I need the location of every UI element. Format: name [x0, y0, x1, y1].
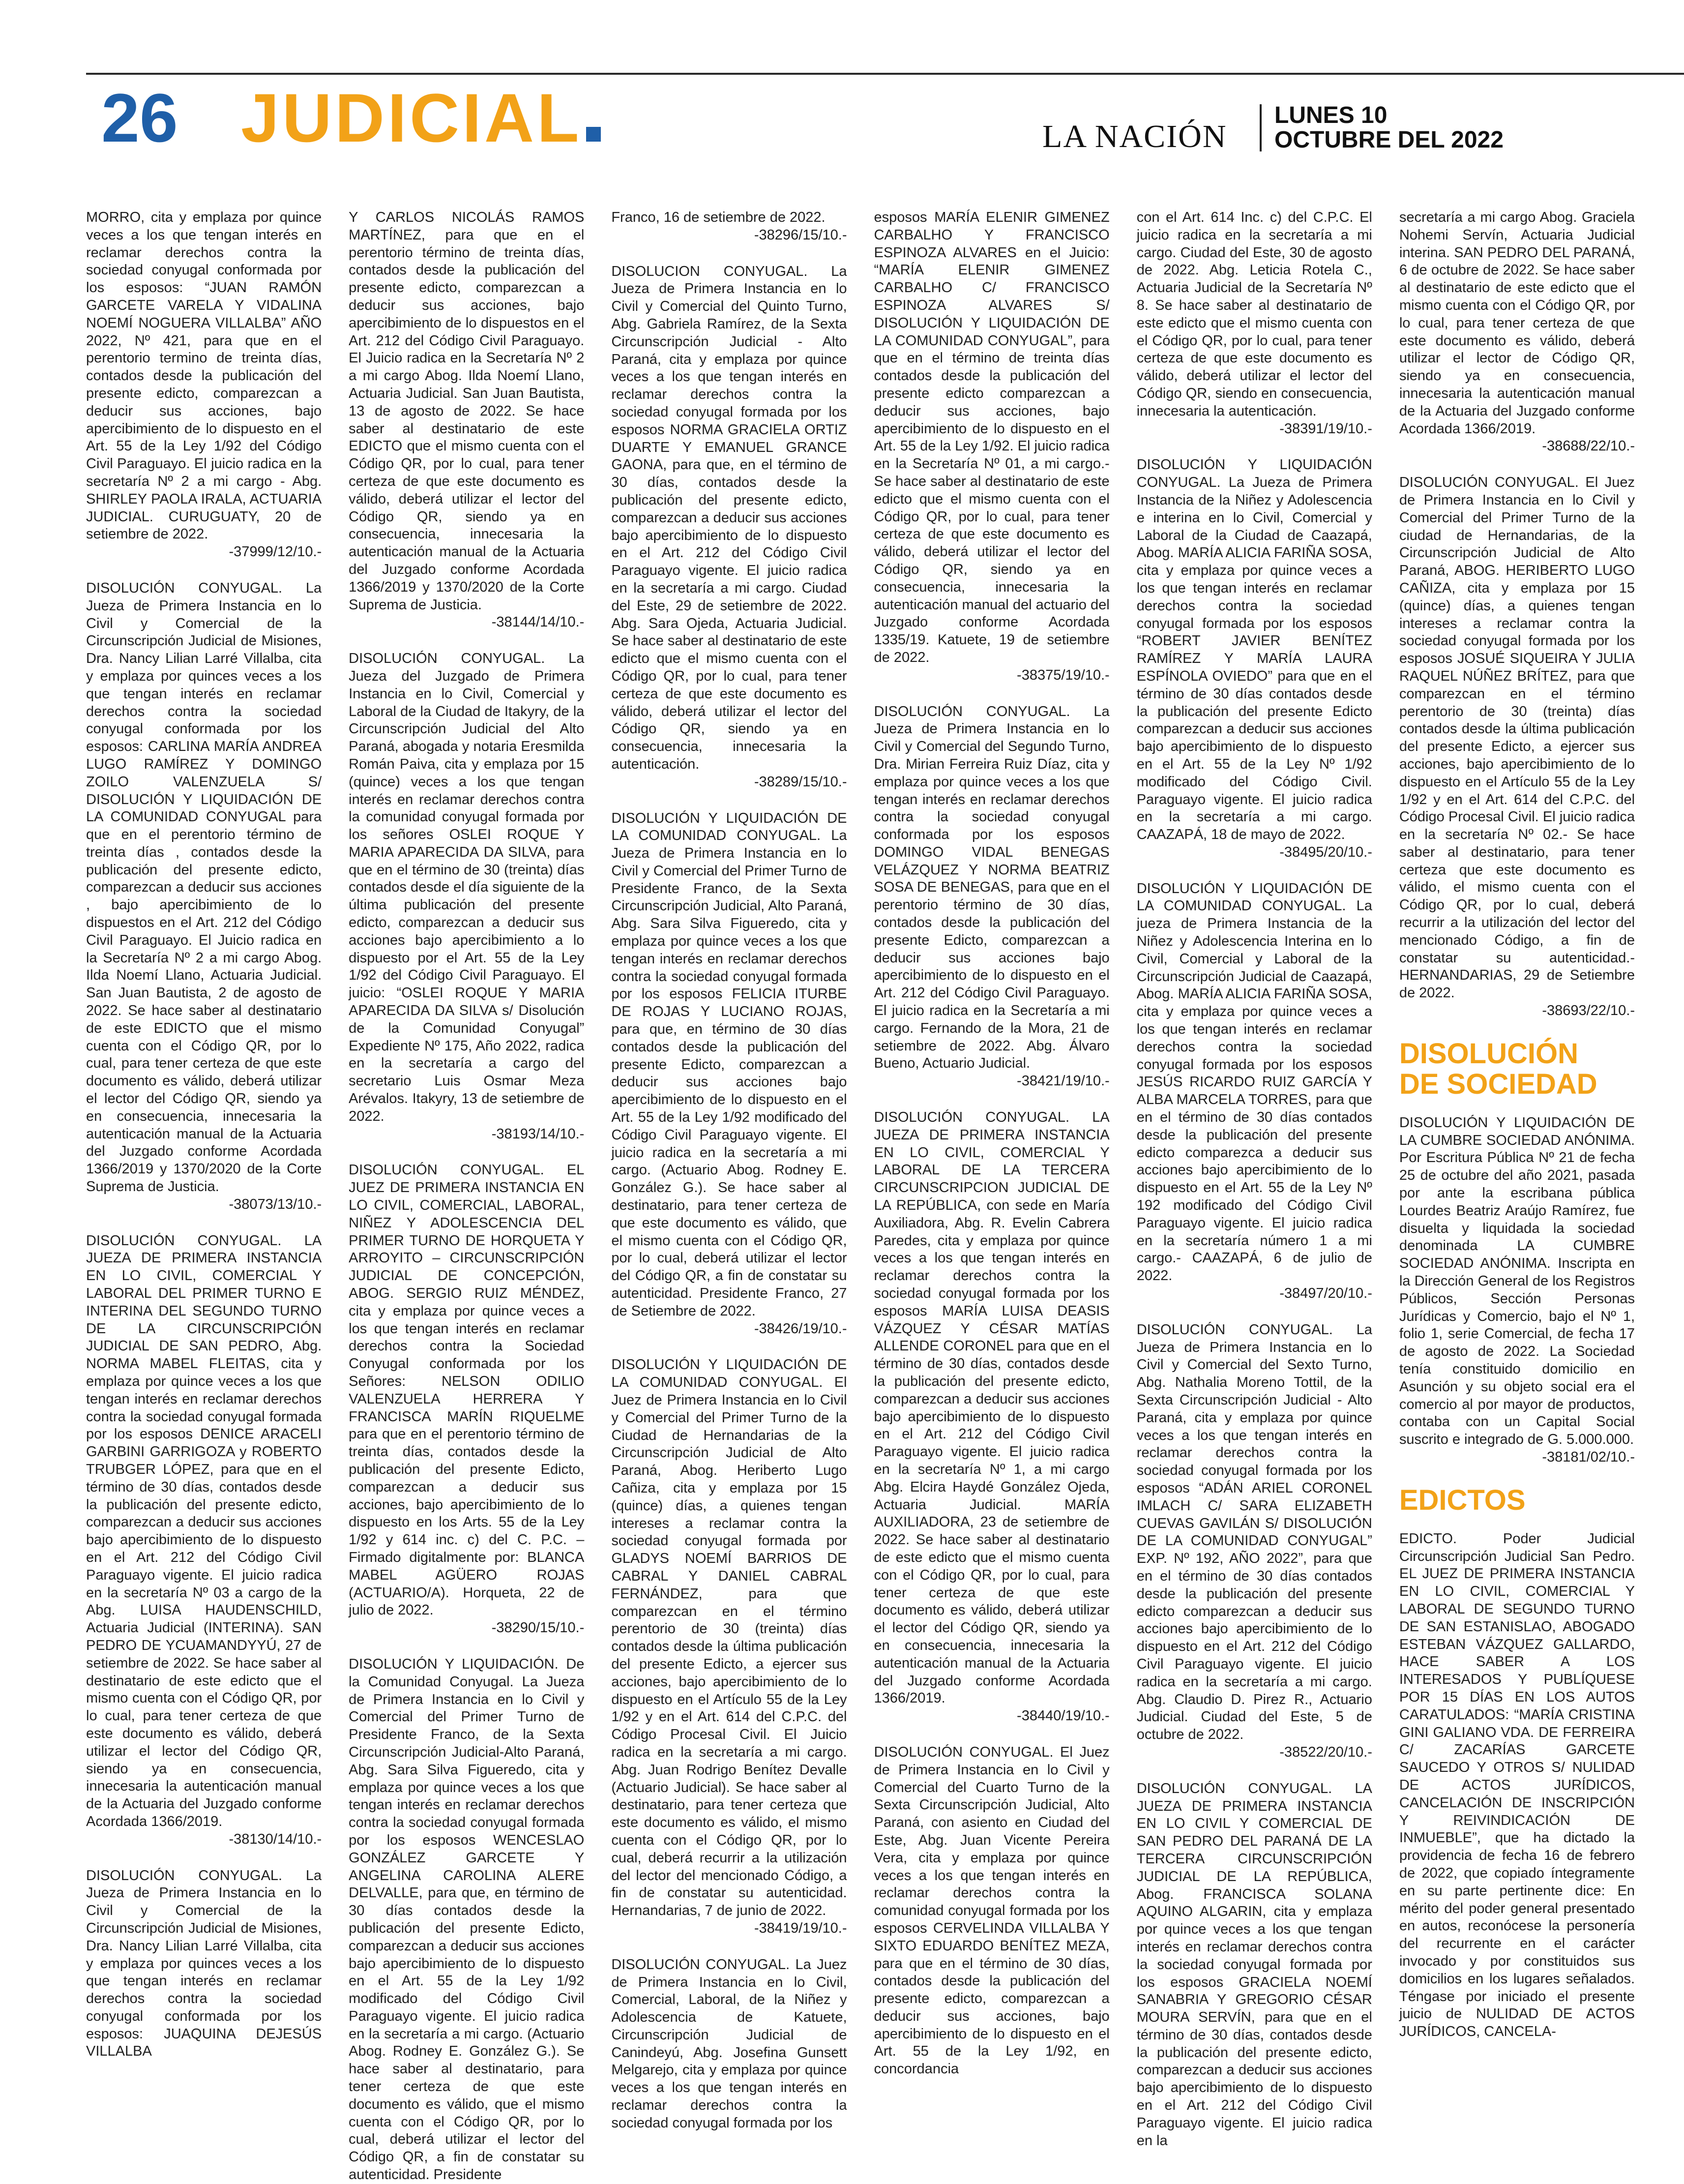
header-rule — [86, 73, 1684, 75]
section-heading-line: DISOLUCIÓN — [1399, 1037, 1578, 1070]
notice-text: DISOLUCIÓN CONYUGAL. LA JUEZA DE PRIMERA INSTANCIA EN LO CIVIL, COMERCIAL Y LABORAL DEL PRIMER TURNO E INTERINA DEL SEGUNDO TURNO DE LA CIRCUNSCRIPCIÓN JUDICIAL DE SAN PEDRO, Abg. NORMA MABEL FLEITAS, cita y emplaza por quince veces a los que tengan interés en reclamar derechos contra la sociedad conyugal formada por los esposos DENICE ARACELI GARBINI GARRIGOZA y ROBERTO TRUBGER LÓPEZ, para que en el término de 30 días, contados desde la publicación del presente edicto, comparezcan a deducir sus acciones bajo apercibimiento de lo dispuesto en el Art. 212 del Código Civil Paraguayo vigente. El juicio radica en la secretaría Nº 03 a cargo de la Abg. LUISA HAUDENSCHILD, Actuaria Judicial (INTERINA). SAN PEDRO DE YCUAMANDYYÚ, 27 de setiembre de 2022. Se hace saber al destinatario de este edicto que el mismo cuenta con el Código QR, por lo cual, para tener certeza de que este documento es válido, deberá utilizar el lector del Código QR, siendo ya en consecuencia, innecesaria la autenticación manual de la Actuaria del Juzgado conforme Acordada 1366/2019. — [86, 1232, 322, 1829]
notice-reference: -38073/13/10.- — [229, 1196, 322, 1212]
section-heading-line: EDICTOS — [1399, 1484, 1526, 1516]
notice-reference: -38290/15/10.- — [491, 1620, 585, 1636]
notice-text: DISOLUCIÓN CONYUGAL. EL JUEZ DE PRIMERA INSTANCIA EN LO CIVIL, COMERCIAL, LABORAL, NIÑEZ Y ADOLESCENCIA DEL PRIMER TURNO DE HORQUETA Y ARROYITO – CIRCUNSCRIPCIÓN JUDICIAL DE CONCEPCIÓN, ABOG. SERGIO RUIZ MÉNDEZ, cita y emplaza por quince veces a los que tengan interés en reclamar derechos contra la Sociedad Conyugal conformada por los Señores: NELSON ODILIO VALENZUELA HERRERA Y FRANCISCA MARÍN RIQUELME para que en el perentorio término de treinta días, contados desde la publicación del presente Edicto, comparezcan a deducir sus acciones, bajo apercibimiento de lo dispuesto en los Arts. 55 de la Ley 1/92 y 614 inc. c) del C. P.C. – Firmado digitalmente por: BLANCA MABEL AGÜERO ROJAS (ACTUARIO/A). Horqueta, 22 de julio de 2022. — [349, 1162, 585, 1618]
notice-reference: -38497/20/10.- — [1279, 1286, 1372, 1302]
column-1 — [86, 209, 322, 2129]
notice-reference: -38688/22/10.- — [1542, 438, 1635, 454]
notice-text: DISOLUCIÓN CONYUGAL. La Jueza de Primera Instancia en lo Civil y Comercial de la Circunscripción Judicial de Misiones, Dra. Nancy Lilian Larré Villalba, cita y emplaza por quinces veces a los que tengan interés en reclamar derechos contra la sociedad conyugal conformada por los esposos: CARLINA MARÍA ANDREA LUGO RAMÍREZ Y DOMINGO ZOILO VALENZUELA S/ DISOLUCIÓN Y LIQUIDACIÓN DE LA COMUNIDAD CONYUGAL para que en el perentorio término de treinta días , contados desde la publicación del presente edicto, comparezcan a deducir sus acciones , bajo apercibimiento de lo dispuestos en el Art. 212 del Código Civil Paraguayo. El Juicio radica en la Secretaría Nº 2 a mi cargo Abog. Ilda Noemí Llano, Actuaria Judicial. San Juan Bautista, 2 de agosto de 2022. Se hace saber al destinatario de este EDICTO que el mismo cuenta con el Código QR, por lo cual, para tener certeza de que este documento es válido, deberá utilizar el lector del Código QR, siendo ya en consecuencia, innecesaria la autenticación manual de la Actuaria del Juzgado conforme Acordada 1366/2019 y 1370/2020 de la Corte Suprema de Justicia. — [86, 580, 322, 1195]
notice-text: DISOLUCIÓN CONYUGAL. La Juez de Primera Instancia en lo Civil, Comercial, Laboral, de la Niñez y Adolescencia de Katuete, Circunscripción Judicial de Canindeyú, Abg. Josefina Gunsett Melgarejo, cita y emplaza por quince veces a los que tengan interés en reclamar derechos contra la sociedad conyugal formada por los — [611, 1956, 847, 2131]
notice-text: con el Art. 614 Inc. c) del C.P.C. El juicio radica en la secretaría a mi cargo. Ciudad del Este, 30 de agosto de 2022. Abg. Leticia Rotela C., Actuaria Judicial de la Secretaría Nº 8. Se hace saber al destinatario de este edicto que el mismo cuenta con el Código QR, por lo cual, para tener certeza de que este documento es válido, deberá utilizar el lector del Código QR, siendo en consecuencia, innecesaria la autenticación. — [1136, 209, 1372, 419]
notice-text: Y CARLOS NICOLÁS RAMOS MARTÍNEZ, para que en el perentorio término de treinta días, contados desde la publicación del presente edicto, comparezcan a deducir sus acciones, bajo apercibimiento de lo dispuestos en el Art. 212 del Código Civil Paraguayo. El Juicio radica en la Secretaría Nº 2 a mi cargo Abog. Ilda Noemí Llano, Actuaria Judicial. San Juan Bautista, 13 de agosto de 2022. Se hace saber al destinatario de este EDICTO que el mismo cuenta con el Código QR, por lo cual, para tener certeza de que este documento es válido, deberá utilizar el lector del Código QR, siendo ya en consecuencia, innecesaria la autenticación manual de la Actuaria del Juzgado conforme Acordada 1366/2019 y 1370/2020 de la Corte Suprema de Justicia. — [349, 209, 585, 613]
notice-reference: -38296/15/10.- — [754, 227, 847, 243]
section-heading — [1399, 1485, 1635, 1516]
notice-text: DISOLUCIÓN CONYUGAL. El Juez de Primera Instancia en lo Civil y Comercial del Cuarto Turno de la Sexta Circunscripción Judicial, Alto Paraná, con asiento en Ciudad del Este, Abg. Juan Vicente Pereira Vera, cita y emplaza por quince veces a los que tengan interés en reclamar derechos contra la comunidad conyugal formada por los esposos CERVELINDA VILLALBA Y SIXTO EDUARDO BENÍTEZ MEZA, para que en el término de 30 días, contados desde la publicación del presente edicto, comparezcan a deducir sus acciones, bajo apercibimiento de lo dispuesto en el Art. 55 de la Ley 1/92, en concordancia — [874, 1744, 1110, 2077]
notice-reference: -37999/12/10.- — [229, 544, 322, 560]
notice-text: MORRO, cita y emplaza por quince veces a los que tengan interés en reclamar derechos contra la sociedad conyugal conformada por los esposos: “JUAN RAMÓN GARCETE VARELA Y VIDALINA NOEMÍ NOGUERA VILLALBA” AÑO 2022, Nº 421, para que en el perentorio termino de treinta días, contados desde la publicación del presente edicto, comparezcan a deducir sus acciones, bajo apercibimiento de lo dispuesto en el Art. 55 de la Ley 1/92 del Código Civil Paraguayo. El juicio radica en la secretaría Nº 2 a mi cargo - Abg. SHIRLEY PAOLA IRALA, ACTUARIA JUDICIAL. CURUGUATY, 20 de setiembre de 2022. — [86, 209, 322, 542]
notice-text: DISOLUCIÓN Y LIQUIDACIÓN CONYUGAL. La Jueza de Primera Instancia de la Niñez y Adolescencia e interina en lo Civil, Comercial y Laboral de la Ciudad de Caazapá, Abog. MARÍA ALICIA FARIÑA SOSA, cita y emplaza por quince veces a los que tengan interés en reclamar derechos contra la sociedad conyugal formada por los esposos “ROBERT JAVIER BENÍTEZ RAMÍREZ Y MARÍA LAURA ESPÍNOLA OVIEDO” para que en el término de 30 días contados desde la publicación del presente Edicto comparezcan a deducir sus acciones bajo apercibimiento de lo dispuesto en el Art. 55 de la Ley Nº 1/92 modificado del Código Civil. Paraguayo vigente. El juicio radica en la secretaría a mi cargo. CAAZAPÁ, 18 de mayo de 2022. — [1136, 457, 1372, 843]
issue-date — [1274, 103, 1504, 153]
notice-columns — [86, 209, 1635, 2183]
notice-text: DISOLUCIÓN CONYUGAL. LA JUEZA DE PRIMERA INSTANCIA EN LO CIVIL, COMERCIAL Y LABORAL DE LA TERCERA CIRCUNSCRIPCION JUDICIAL DE LA REPÚBLICA, con sede en María Auxiliadora, Abg. R. Evelin Cabrera Paredes, cita y emplaza por quince veces a los que tengan interés en reclamar derechos contra la sociedad conyugal formada por los esposos MARÍA LUISA DEASIS VÁZQUEZ Y CÉSAR MATÍAS ALLENDE CORONEL para que en el término de 30 días, contados desde la publicación del presente edicto, comparezcan a deducir sus acciones bajo apercibimiento de lo dispuesto en el Art. 212 del Código Civil Paraguayo vigente. El juicio radica en la secretaría Nº 1, a mi cargo Abg. Elcira Haydé González Ojeda, Actuaria Judicial. MARÍA AUXILIADORA, 23 de setiembre de 2022. Se hace saber al destinatario de este edicto que el mismo cuenta con el Código QR, por lo cual, para tener certeza de que este documento es válido, deberá utilizar el lector del Código QR, siendo ya en consecuencia, innecesaria la autenticación manual de la Actuaria del Juzgado conforme Acordada 1366/2019. — [874, 1109, 1110, 1706]
section-title-text: JUDICIAL — [241, 79, 582, 156]
notice-text: DISOLUCIÓN Y LIQUIDACIÓN. De la Comunidad Conyugal. La Jueza de Primera Instancia en lo Civil y Comercial del Primer Turno de Presidente Franco, de la Sexta Circunscripción Judicial-Alto Paraná, Abg. Sara Silva Figueredo, cita y emplaza por quince veces a los que tengan interés en reclamar derechos contra la sociedad conyugal formada por los esposos WENCESLAO GONZÁLEZ GARCETE Y ANGELINA CAROLINA ALERE DELVALLE, para que, en término de 30 días contados desde la publicación del presente Edicto, comparezcan a deducir sus acciones bajo apercibimiento de lo dispuesto en el Art. 55 de la Ley 1/92 modificado del Código Civil Paraguayo vigente. El juicio radica en la secretaría a mi cargo. (Actuario Abog. Rodney E. González G.). Se hace saber al destinatario, para tener certeza de que este documento es válido, que el mismo cuenta con el Código QR, por lo cual, deberá utilizar el lector del Código QR, a fin de constatar su autenticidad. Presidente — [349, 1656, 585, 2183]
header-separator — [1260, 104, 1262, 151]
notice-reference: -38693/22/10.- — [1542, 1003, 1635, 1019]
notice-reference: -38495/20/10.- — [1279, 844, 1372, 860]
notice-text: DISOLUCIÓN Y LIQUIDACIÓN DE LA COMUNIDAD CONYUGAL. La jueza de Primera Instancia de la Niñez y Adolescencia Interina en lo Civil, Comercial y Laboral de la Circunscripción Judicial de Caazapá, Abog. MARÍA ALICIA FARIÑA SOSA, cita y emplaza por quince veces a los que tengan interés en reclamar derechos contra la sociedad conyugal formada por los esposos JESÚS RICARDO RUIZ GARCÍA Y ALBA MARCELA TORRES, para que en el término de 30 días contados desde la publicación del presente edicto comparezca a deducir sus acciones bajo apercibimiento de lo dispuesto en el Art. 55 de la Ley Nº 192 modificado del Código Civil Paraguayo vigente. El juicio radica en la secretaría número 1 a mi cargo.- CAAZAPÁ, 6 de julio de 2022. — [1136, 880, 1372, 1284]
notice-reference: -38193/14/10.- — [491, 1126, 585, 1142]
notice-reference: -38522/20/10.- — [1279, 1744, 1372, 1760]
notice-reference: -38181/02/10.- — [1542, 1449, 1635, 1465]
issue-day: LUNES 10 — [1274, 102, 1388, 128]
notice-text: DISOLUCIÓN Y LIQUIDACIÓN DE LA COMUNIDAD CONYUGAL. El Juez de Primera Instancia en lo Civil y Comercial del Primer Turno de la Ciudad de Hernandarias de la Circunscripción Judicial de Alto Paraná, Abog. Heriberto Lugo Cañiza, cita y emplaza por 15 (quince) días, a quienes tengan intereses a reclamar contra la sociedad conyugal formada por GLADYS NOEMÍ BARRIOS DE CABRAL Y DANIEL CABRAL FERNÁNDEZ, para que comparezcan en el término perentorio de 30 (treinta) días contados desde la última publicación del presente Edicto, a ejercer sus acciones, bajo apercibimiento de lo dispuesto en el Artículo 55 de la Ley 1/92 y en el Art. 614 del C.P.C. del Código Procesal Civil. El Juicio radica en la secretaría a mi cargo. Abg. Juan Rodrigo Benítez Devalle (Actuario Judicial). Se hace saber al destinatario, para tener certeza que este documento es válido, el mismo cuenta con el Código QR, por lo cual, deberá recurrir a la utilización del lector del mencionado Código, a fin de constatar su autenticidad. Hernandarias, 7 de junio de 2022. — [611, 1357, 847, 1919]
notice-text: esposos MARÍA ELENIR GIMENEZ CARBALHO Y FRANCISCO ESPINOZA ALVARES en el Juicio: “MARÍA ELENIR GIMENEZ CARBALHO C/ FRANCISCO ESPINOZA ALVARES S/ DISOLUCIÓN Y LIQUIDACIÓN DE LA COMUNIDAD CONYUGAL”, para que en el término de treinta días contados desde la publicación del presente edicto comparezcan a deducir sus acciones, bajo apercibimiento de lo dispuesto en el Art. 55 de la Ley 1/92. El juicio radica en la Secretaría Nº 01, a mi cargo.- Se hace saber al destinatario de este edicto que el mismo cuenta con el Código QR, por lo cual, para tener certeza de que este documento es válido, deberá utilizar el lector del Código QR, siendo ya en consecuencia, innecesaria la autenticación manual del actuario del Juzgado conforme Acordada 1335/19. Katuete, 19 de setiembre de 2022. — [874, 209, 1110, 665]
column-3 — [611, 209, 847, 2129]
notice-text: DISOLUCIÓN CONYUGAL. La Jueza de Primera Instancia en lo Civil y Comercial del Sexto Turno, Abg. Nathalia Moreno Tottil, de la Sexta Circunscripción Judicial - Alto Paraná, cita y emplaza por quince veces a los que tengan interés en reclamar derechos contra la sociedad conyugal formada por los esposos “ADÁN ARIEL CORONEL IMLACH C/ SARA ELIZABETH CUEVAS GAVILÁN S/ DISOLUCIÓN DE LA COMUNIDAD CONYUGAL” EXP. Nº 192, AÑO 2022”, para que en el término de 30 días contados desde la publicación del presente edicto comparezcan a deducir sus acciones bajo apercibimiento de lo dispuesto en el Art. 212 del Código Civil Paraguayo vigente. El juicio radica en la secretaría a mi cargo. Abg. Claudio D. Pirez R., Actuario Judicial. Ciudad del Este, 5 de octubre de 2022. — [1136, 1321, 1372, 1743]
column-6 — [1399, 209, 1635, 2129]
notice-text: secretaría a mi cargo Abog. Graciela Nohemi Servín, Actuaria Judicial interina. SAN PEDRO DEL PARANÁ, 6 de octubre de 2022. Se hace saber al destinatario de este edicto que el mismo cuenta con el Código QR, por lo cual, para tener certeza de que este documento es válido, deberá utilizar el lector de Código QR, siendo ya en consecuencia, innecesaria la autenticación manual de la Actuaria del Juzgado conforme Acordada 1366/2019. — [1399, 209, 1635, 437]
section-heading — [1399, 1039, 1635, 1100]
notice-text: DISOLUCIÓN CONYUGAL. El Juez de Primera Instancia en lo Civil y Comercial del Primer Turno de la ciudad de Hernandarias, de la Circunscripción Judicial de Alto Paraná, ABOG. HERIBERTO LUGO CAÑIZA, cita y emplaza por 15 (quince) días, a quienes tengan intereses a reclamar contra la sociedad conyugal formada por los esposos JOSUÉ SIQUEIRA Y JULIA RAQUEL NÚÑEZ BRÍTEZ, para que comparezcan en el término perentorio de 30 (treinta) días contados desde la última publicación del presente Edicto, a ejercer sus acciones, bajo apercibimiento de lo dispuesto en el Artículo 55 de la Ley 1/92 y en el Art. 614 del C.P.C. del Código Procesal Civil. El juicio radica en la secretaría Nº 02.- Se hace saber al destinatario, para tener certeza que este documento es válido, el mismo cuenta con el Código QR, por lo cual, deberá recurrir a la utilización del lector del mencionado Código, a fin de constatar su autenticidad.- HERNANDARIAS, 29 de Setiembre de 2022. — [1399, 475, 1635, 1001]
column-2 — [349, 209, 585, 2183]
notice-text: DISOLUCIÓN CONYUGAL. La Jueza de Primera Instancia en lo Civil y Comercial del Segundo Turno, Dra. Mirian Ferreira Ruiz Díaz, cita y emplaza por quince veces a los que tengan interés en reclamar derechos contra la sociedad conyugal conformada por los esposos DOMINGO VIDAL BENEGAS VELÁZQUEZ Y NORMA BEATRIZ SOSA DE BENEGAS, para que en el perentorio término de 30 días, contados desde la publicación del presente Edicto, comparezcan a deducir sus acciones bajo apercibimiento de lo dispuesto en el Art. 212 del Código Civil Paraguayo. El juicio radica en la Secretaría a mi cargo. Fernando de la Mora, 21 de setiembre de 2022. Abg. Álvaro Bueno, Actuario Judicial. — [874, 703, 1110, 1072]
notice-text: DISOLUCIÓN CONYUGAL. La Jueza del Juzgado de Primera Instancia en lo Civil, Comercial y Laboral de la Ciudad de Itakyry, de la Circunscripción Judicial del Alto Paraná, abogada y notaria Eresmilda Román Paiva, cita y emplaza por 15 (quince) veces a los que tengan interés en reclamar derechos contra la comunidad conyugal formada por los señores OSLEI ROQUE Y MARIA APARECIDA DA SILVA, para que en el término de 30 (treinta) días contados desde el día siguiente de la última publicación del presente edicto, comparezcan a deducir sus acciones bajo apercibimiento a lo dispuesto por el Art. 55 de la Ley 1/92 del Código Civil Paraguayo. El juicio: “OSLEI ROQUE Y MARIA APARECIDA DA SILVA s/ Disolución de la Comunidad Conyugal” Expediente Nº 175, Año 2022, radica en la secretaría a cargo del secretario Luis Osmar Meza Arévalos. Itakyry, 13 de setiembre de 2022. — [349, 651, 585, 1124]
notice-text: DISOLUCIÓN Y LIQUIDACIÓN DE LA CUMBRE SOCIEDAD ANÓNIMA. Por Escritura Pública Nº 21 de fecha 25 de octubre del año 2021, pasada por ante la escribana pública Lourdes Beatriz Araújo Ramírez, fue disuelta y liquidada la sociedad denominada LA CUMBRE SOCIEDAD ANÓNIMA. Inscripta en la Dirección General de los Registros Públicos, Sección Personas Jurídicas y Comercio, bajo el Nº 1, folio 1, serie Comercial, de fecha 17 de agosto de 2022. La Sociedad tenía constituido domicilio en Asunción y su objeto social era el comercio al por mayor de productos, contaba con un Capital Social suscrito e integrado de G. 5.000.000. — [1399, 1114, 1635, 1448]
notice-reference: -38289/15/10.- — [754, 774, 847, 790]
notice-reference: -38375/19/10.- — [1017, 667, 1110, 683]
notice-reference: -38419/19/10.- — [754, 1920, 847, 1936]
notice-reference: -38391/19/10.- — [1279, 420, 1372, 437]
notice-reference: -38440/19/10.- — [1017, 1708, 1110, 1724]
section-dot-icon — [586, 127, 601, 142]
masthead-logo: LA NACIÓN — [1042, 119, 1227, 154]
notice-reference: -38421/19/10.- — [1017, 1073, 1110, 1089]
notice-text: Franco, 16 de setiembre de 2022. — [611, 209, 826, 225]
notice-reference: -38144/14/10.- — [491, 614, 585, 630]
page-number: 26 — [101, 79, 178, 156]
notice-reference: -38426/19/10.- — [754, 1320, 847, 1337]
column-4 — [874, 209, 1110, 2129]
notice-text: EDICTO. Poder Judicial Circunscripción Judicial San Pedro. EL JUEZ DE PRIMERA INSTANCIA EN LO CIVIL, COMERCIAL Y LABORAL DE SEGUNDO TURNO DE SAN ESTANISLAO, ABOGADO ESTEBAN VÁZQUEZ GALLARDO, HACE SABER A LOS INTERESADOS Y PUBLÍQUESE POR 15 DÍAS EN LOS AUTOS CARATULADOS: “MARÍA CRISTINA GINI GALIANO VDA. DE FERREIRA C/ ZACARÍAS GARCETE SAUCEDO Y OTROS S/ NULIDAD DE ACTOS JURÍDICOS, CANCELACIÓN DE INSCRIPCIÓN Y REIVINDICACIÓN DE INMUEBLE”, que ha dictado la providencia de fecha 16 de febrero de 2022, que copiado íntegramente en su parte pertinente dice: En mérito del poder general presentado en autos, reconócese la personería del recurrente en el carácter invocado y por constituidos sus domicilios en los lugares señalados. Téngase por iniciado el presente juicio de NULIDAD DE ACTOS JURÍDICOS, CANCELA- — [1399, 1530, 1635, 2040]
notice-text: DISOLUCIÓN CONYUGAL. La Jueza de Primera Instancia en lo Civil y Comercial de la Circunscripción Judicial de Misiones, Dra. Nancy Lilian Larré Villalba, cita y emplaza por quinces veces a los que tengan interés en reclamar derechos contra la sociedad conyugal conformada por los esposos: JUAQUINA DEJESÚS VILLALBA — [86, 1867, 322, 2060]
notice-reference: -38130/14/10.- — [229, 1831, 322, 1847]
section-heading-line: DE SOCIEDAD — [1399, 1068, 1597, 1100]
notice-text: DISOLUCIÓN CONYUGAL. LA JUEZA DE PRIMERA INSTANCIA EN LO CIVIL Y COMERCIAL DE SAN PEDRO DEL PARANÁ DE LA TERCERA CIRCUNSCRIPCIÓN JUDICIAL DE LA REPÚBLICA, Abog. FRANCISCA SOLANA AQUINO ALGARIN, cita y emplaza por quince veces a los que tengan interés en reclamar derechos contra la sociedad conyugal formada por los esposos GRACIELA NOEMÍ SANABRIA Y GREGORIO CÉSAR MOURA SERVÍN, para que en el término de 30 días, contados desde la publicación del presente edicto, comparezcan a deducir sus acciones bajo apercibimiento de lo dispuesto en el Art. 212 del Código Civil Paraguayo vigente. El juicio radica en la — [1136, 1780, 1372, 2149]
notice-text: DISOLUCIÓN Y LIQUIDACIÓN DE LA COMUNIDAD CONYUGAL. La Jueza de Primera Instancia en lo Civil y Comercial del Primer Turno de Presidente Franco, de la Sexta Circunscripción Judicial, Alto Paraná, Abg. Sara Silva Figueredo, cita y emplaza por quince veces a los que tengan interés en reclamar derechos contra la sociedad conyugal formada por los esposos FELICIA ITURBE DE ROJAS Y LUCIANO ROJAS, para que, en término de 30 días contados desde la publicación del presente Edicto, comparezcan a deducir sus acciones bajo apercibimiento de lo dispuesto en el Art. 55 de la Ley 1/92 modificado del Código Civil Paraguayo vigente. El juicio radica en la secretaría a mi cargo. (Actuario Abog. Rodney E. González G.). Se hace saber al destinatario, para tener certeza de que este documento es válido, que el mismo cuenta con el Código QR, por lo cual, deberá utilizar el lector del Código QR, a fin de constatar su autenticidad. Presidente Franco, 27 de Setiembre de 2022. — [611, 810, 847, 1319]
issue-month-year: OCTUBRE DEL 2022 — [1274, 127, 1504, 153]
column-5 — [1136, 209, 1372, 2149]
notice-text: DISOLUCION CONYUGAL. La Jueza de Primera Instancia en lo Civil y Comercial del Quinto Turno, Abg. Gabriela Ramírez, de la Sexta Circunscripción Judicial - Alto Paraná, cita y emplaza por quince veces a los que tengan interés en reclamar derechos contra la sociedad conyugal formada por los esposos NORMA GRACIELA ORTIZ DUARTE Y EMANUEL GRANCE GAONA, para que, en el término de 30 días, contados desde la publicación del presente edicto, comparezcan a deducir sus acciones bajo apercibimiento de lo dispuesto en el Art. 212 del Código Civil Paraguayo vigente. El juicio radica en la secretaría a mi cargo. Ciudad del Este, 29 de setiembre de 2022. Abg. Sara Ojeda, Actuaria Judicial. Se hace saber al destinatario de este edicto que el mismo cuenta con el Código QR, por lo cual, para tener certeza de que este documento es válido, deberá utilizar el lector del Código QR, siendo ya en consecuencia, innecesaria la autenticación. — [611, 263, 847, 772]
section-title — [241, 79, 601, 156]
